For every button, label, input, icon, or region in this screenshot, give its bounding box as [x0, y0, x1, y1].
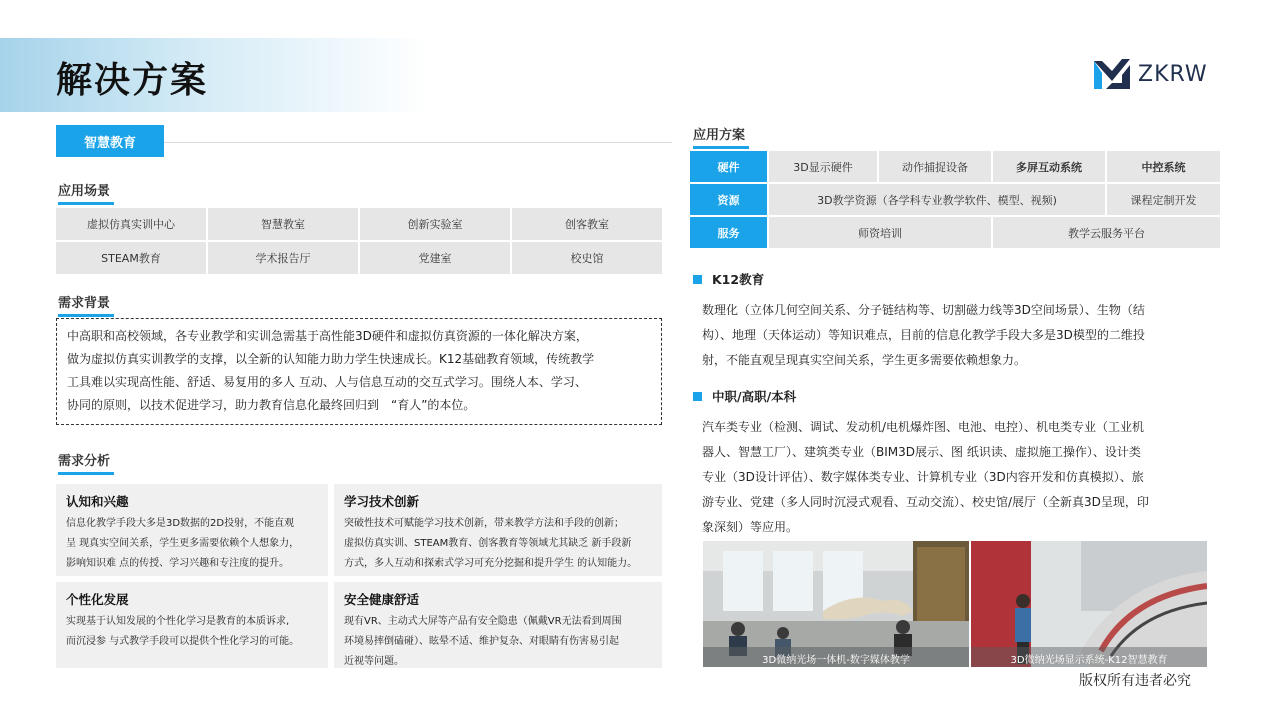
- plan-row-head: 服务: [690, 217, 767, 248]
- plan-cell: 多屏互动系统: [993, 151, 1105, 182]
- analysis-line: 环境易摔倒磕碰）、眩晕不适、维护复杂、对眼睛有伤害易引起: [344, 636, 619, 647]
- analysis-card-title: 个性化发展: [66, 592, 129, 607]
- k12-line: 数理化（立体几何空间关系、分子链结构等、切割磁力线等3D空间场景）、生物（结: [702, 303, 1145, 317]
- analysis-line: 而沉浸参 与式教学手段可以提供个性化学习的可能。: [66, 636, 300, 647]
- analysis-line: 近视等问题。: [344, 656, 404, 667]
- analysis-card-body: [344, 612, 652, 672]
- need-text-box: [56, 318, 662, 425]
- scene-item: 校史馆: [512, 242, 662, 274]
- need-title: 需求背景: [58, 292, 110, 311]
- tab-smart-education[interactable]: 智慧教育: [56, 125, 164, 157]
- analysis-card: [334, 582, 662, 668]
- plan-table: [690, 151, 1222, 248]
- analysis-line: 实现基于认知发展的个性化学习是教育的本质诉求,: [66, 616, 290, 627]
- vocational-paragraph: [702, 415, 1200, 540]
- photo-classroom: [703, 541, 969, 667]
- photo-caption: 3D微纳光场一体机-数字媒体教学: [762, 655, 910, 666]
- analysis-line: 虚拟仿真实训、STEAM教育、创客教育等领域尤其缺乏 新手段新: [344, 538, 632, 549]
- vocational-line: 游专业、党建（多人同时沉浸式观看、互动交流）、校史馆/展厅（全新真3D呈现，印: [702, 495, 1149, 509]
- plan-cell: 3D显示硬件: [769, 151, 877, 182]
- analysis-card-title: 认知和兴趣: [66, 494, 129, 509]
- vocational-title-text: 中职/高职/本科: [712, 389, 797, 404]
- vocational-line: 象深刻）等应用。: [702, 520, 799, 534]
- copyright-text: 版权所有违者必究: [1079, 673, 1191, 689]
- logo: [1092, 56, 1222, 92]
- plan-cell: 动作捕捉设备: [879, 151, 991, 182]
- square-bullet-icon: [693, 275, 702, 284]
- scene-item: 学术报告厅: [208, 242, 358, 274]
- k12-paragraph: [702, 298, 1200, 373]
- scene-item: 虚拟仿真实训中心: [56, 208, 206, 240]
- square-bullet-icon: [693, 392, 702, 401]
- plan-title: 应用方案: [693, 124, 745, 143]
- analysis-card: [334, 484, 662, 576]
- analysis-card-body: [66, 514, 318, 574]
- analysis-line: 突破性技术可赋能学习技术创新，带来教学方法和手段的创新；: [344, 518, 624, 529]
- zkrw-logo-icon: [1092, 57, 1132, 91]
- plan-row-services: [690, 217, 1222, 248]
- need-line: 做为虚拟仿真实训教学的支撑，以全新的认知能力助力学生快速成长。K12基础教育领域，传统教学: [67, 352, 595, 366]
- k12-title-text: K12教育: [712, 272, 765, 287]
- vocational-line: 器人、智慧工厂）、建筑类专业（BIM3D展示、图 纸识读、虚拟施工操作）、设计类: [702, 445, 1141, 459]
- analysis-card: [56, 484, 328, 576]
- analysis-card-body: [344, 514, 652, 574]
- analysis-card-title: 安全健康舒适: [344, 592, 420, 607]
- k12-line: 构）、地理（天体运动）等知识难点，目前的信息化教学手段大多是3D模型的二维投: [702, 328, 1145, 342]
- need-line: 中高职和高校领域，各专业教学和实训急需基于高性能3D硬件和虚拟仿真资源的一体化解决方案，: [67, 329, 588, 343]
- analysis-line: 信息化教学手段大多是3D数据的2D投射，不能直观: [66, 518, 295, 529]
- logo-text: ZKRW: [1138, 61, 1208, 87]
- analysis-line: 影响知识难 点的传授、学习兴趣和专注度的提升。: [66, 558, 290, 569]
- analysis-line: 方式，多人互动和探索式学习可充分挖掘和提升学生 的认知能力。: [344, 558, 638, 569]
- plan-cell: 课程定制开发: [1107, 184, 1220, 215]
- display-system-photo-image: [971, 541, 1207, 667]
- analysis-grid: [56, 484, 662, 668]
- photo-caption: 3D微纳光场显示系统-K12智慧教育: [1010, 655, 1168, 666]
- analysis-card: [56, 582, 328, 668]
- page-title: 解决方案: [56, 60, 209, 101]
- photo-display-system: [971, 541, 1207, 667]
- plan-row-head: 硬件: [690, 151, 767, 182]
- analysis-title: 需求分析: [58, 450, 110, 469]
- plan-cell: 师资培训: [769, 217, 991, 248]
- k12-title: [693, 270, 764, 288]
- analysis-card-title: 学习技术创新: [344, 494, 420, 509]
- classroom-photo-image: [703, 541, 969, 667]
- scene-item: STEAM教育: [56, 242, 206, 274]
- vocational-line: 汽车类专业（检测、调试、发动机/电机爆炸图、电池、电控）、机电类专业（工业机: [702, 420, 1145, 434]
- plan-row-resources: [690, 184, 1222, 215]
- scene-item: 创客教室: [512, 208, 662, 240]
- analysis-line: 现有VR、主动式大屏等产品有安全隐患（佩戴VR无法看到周围: [344, 616, 622, 627]
- need-line: 工具难以实现高性能、舒适、易复用的多人 互动、人与信息互动的交互式学习。围绕人本、学习、: [67, 375, 587, 389]
- k12-line: 射，不能直观呈现真实空间关系，学生更多需要依赖想象力。: [702, 353, 1027, 367]
- need-line: 协同的原则，以技术促进学习，助力教育信息化最终回归到 “育人”的本位。: [67, 398, 476, 412]
- scene-item: 创新实验室: [360, 208, 510, 240]
- vocational-line: 专业（3D设计评估）、数字媒体类专业、计算机专业（3D内容开发和仿真模拟）、旅: [702, 470, 1144, 484]
- plan-row-hardware: [690, 151, 1222, 182]
- scenes-grid: [56, 208, 662, 274]
- plan-row-head: 资源: [690, 184, 767, 215]
- vocational-title: [693, 387, 796, 405]
- analysis-card-body: [66, 612, 318, 652]
- plan-cell: 中控系统: [1107, 151, 1220, 182]
- plan-cell: 3D教学资源（各学科专业教学软件、模型、视频): [769, 184, 1105, 215]
- scene-item: 党建室: [360, 242, 510, 274]
- scenes-title: 应用场景: [58, 180, 110, 199]
- scene-item: 智慧教室: [208, 208, 358, 240]
- plan-cell: 教学云服务平台: [993, 217, 1220, 248]
- analysis-line: 呈 现真实空间关系，学生更多需要依赖个人想象力，: [66, 538, 300, 549]
